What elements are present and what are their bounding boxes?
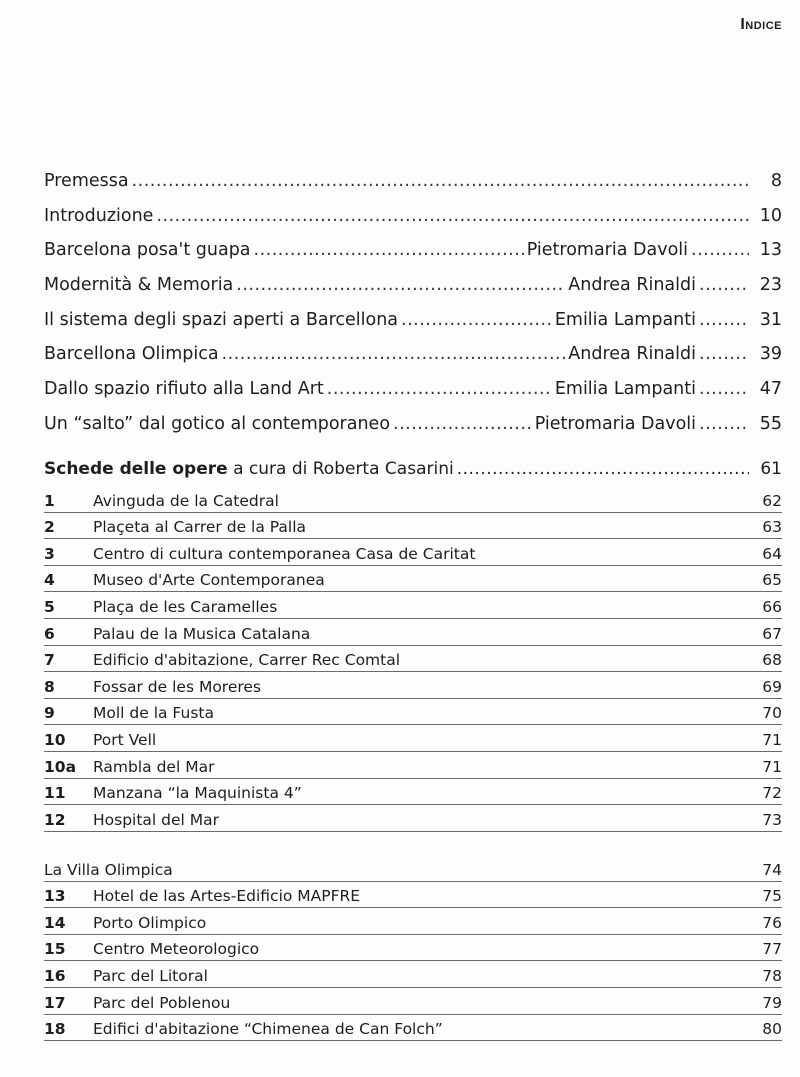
leader-dots — [457, 459, 749, 479]
list-item — [44, 646, 782, 673]
list-item — [44, 908, 782, 935]
essay-entry — [44, 379, 782, 414]
essay-author: Emilia Lampanti — [554, 309, 696, 330]
leader-dots — [401, 310, 552, 330]
page-number: 47 — [759, 379, 782, 400]
item-title: Edificio d'abitazione, Carrer Rec Comtal — [93, 651, 401, 670]
item-number: 3 — [44, 544, 55, 563]
page-number: 13 — [759, 240, 782, 261]
page-number: 62 — [762, 491, 782, 510]
item-title: Port Vell — [93, 730, 157, 749]
essay-title: Premessa — [44, 171, 129, 191]
list-item — [44, 752, 782, 779]
essay-title: Un “salto” dal gotico al contemporaneo — [44, 413, 391, 434]
item-title: Hotel de las Artes-Edificio MAPFRE — [93, 887, 361, 906]
item-number: 12 — [44, 810, 66, 829]
item-title: Plaça de les Caramelles — [93, 597, 278, 616]
item-title: Museo d'Arte Contemporanea — [93, 571, 325, 590]
list-item — [44, 592, 782, 619]
item-number: 13 — [44, 887, 66, 906]
item-title: Edifici d'abitazione “Chimenea de Can Folch” — [93, 1020, 443, 1039]
item-number: 1 — [44, 491, 55, 510]
essay-entry — [44, 310, 782, 345]
leader-dots — [699, 344, 749, 364]
leader-dots — [254, 240, 524, 260]
essay-entry — [44, 414, 782, 449]
item-number: 6 — [44, 624, 55, 643]
leader-dots — [691, 240, 749, 260]
list-item — [44, 935, 782, 962]
schede-heading — [44, 459, 782, 479]
item-number: 18 — [44, 1020, 66, 1039]
list-item — [44, 566, 782, 593]
page-number: 61 — [760, 459, 782, 479]
item-number: 2 — [44, 518, 55, 537]
item-title: Centro di cultura contemporanea Casa de Caritat — [93, 544, 476, 563]
list-item — [44, 1015, 782, 1042]
item-number: 10a — [44, 757, 77, 776]
essay-author: Andrea Rinaldi — [568, 275, 696, 296]
page-number: 79 — [762, 993, 782, 1012]
list-item — [44, 619, 782, 646]
page-number: 80 — [762, 1020, 782, 1039]
list-item — [44, 513, 782, 540]
leader-dots — [156, 206, 749, 226]
item-number: 10 — [44, 730, 66, 749]
leader-dots — [132, 171, 749, 191]
item-number: 11 — [44, 784, 66, 803]
leader-dots — [236, 275, 565, 295]
group-title: La Villa Olimpica — [44, 860, 173, 879]
page-number: 77 — [762, 940, 782, 959]
item-number: 17 — [44, 993, 66, 1012]
item-title: Parc del Poblenou — [93, 993, 231, 1012]
page-number: 73 — [762, 810, 782, 829]
leader-dots — [327, 379, 552, 399]
page-number: 76 — [762, 913, 782, 932]
list-item — [44, 779, 782, 806]
page-number: 23 — [759, 275, 782, 296]
leader-dots — [699, 414, 749, 434]
essay-entry — [44, 206, 782, 241]
item-title: Fossar de les Moreres — [93, 677, 262, 696]
leader-dots — [222, 344, 566, 364]
essay-entry — [44, 344, 782, 379]
villa-list — [44, 855, 782, 1041]
essay-author: Andrea Rinaldi — [568, 344, 696, 365]
page-number: 65 — [762, 571, 782, 590]
page-number: 63 — [762, 518, 782, 537]
item-number: 4 — [44, 571, 55, 590]
page-number: 31 — [759, 309, 782, 330]
essay-title: Barcellona Olimpica — [44, 344, 219, 365]
item-number: 9 — [44, 704, 55, 723]
page-title: Indice — [740, 16, 782, 33]
page-number: 78 — [762, 966, 782, 985]
page-number: 75 — [762, 887, 782, 906]
item-number: 5 — [44, 597, 55, 616]
page-number: 67 — [762, 624, 782, 643]
page-number: 8 — [770, 171, 782, 191]
essay-title: Dallo spazio rifiuto alla Land Art — [44, 379, 324, 400]
item-title: Plaçeta al Carrer de la Palla — [93, 518, 307, 537]
item-title: Hospital del Mar — [93, 810, 220, 829]
essay-author: Pietromaria Davoli — [526, 240, 688, 261]
essay-title: Introduzione — [44, 205, 154, 226]
list-item — [44, 539, 782, 566]
essay-list — [44, 171, 782, 449]
item-title: Porto Olimpico — [93, 913, 207, 932]
page-number: 71 — [762, 730, 782, 749]
item-number: 8 — [44, 677, 55, 696]
item-number: 7 — [44, 651, 55, 670]
page-number: 66 — [762, 597, 782, 616]
leader-dots — [393, 414, 532, 434]
page-number: 72 — [762, 784, 782, 803]
page-number: 74 — [762, 860, 782, 879]
item-title: Centro Meteorologico — [93, 940, 260, 959]
essay-entry — [44, 275, 782, 310]
schede-heading-bold: Schede delle opere — [44, 459, 228, 479]
item-title: Parc del Litoral — [93, 966, 208, 985]
item-title: Moll de la Fusta — [93, 704, 214, 723]
schede-heading-editor: a cura di Roberta Casarini — [227, 459, 454, 479]
villa-heading — [44, 855, 782, 882]
item-number: 14 — [44, 913, 66, 932]
essay-title: Barcelona posa't guapa — [44, 240, 251, 261]
item-title: Manzana “la Maquinista 4” — [93, 784, 302, 803]
essay-author: Emilia Lampanti — [554, 379, 696, 400]
item-number: 15 — [44, 940, 66, 959]
item-title: Avinguda de la Catedral — [93, 491, 279, 510]
page-number: 10 — [759, 205, 782, 226]
essay-entry — [44, 240, 782, 275]
page-number: 69 — [762, 677, 782, 696]
item-title: Palau de la Musica Catalana — [93, 624, 311, 643]
page-number: 68 — [762, 651, 782, 670]
list-item — [44, 699, 782, 726]
list-item — [44, 961, 782, 988]
essay-author: Pietromaria Davoli — [534, 413, 696, 434]
list-item — [44, 882, 782, 909]
leader-dots — [699, 275, 749, 295]
page-number: 71 — [762, 757, 782, 776]
schede-list — [44, 486, 782, 832]
item-title: Rambla del Mar — [93, 757, 215, 776]
essay-title: Modernità & Memoria — [44, 275, 234, 296]
list-item — [44, 672, 782, 699]
page-number: 64 — [762, 544, 782, 563]
item-number: 16 — [44, 966, 66, 985]
list-item — [44, 805, 782, 832]
leader-dots — [699, 379, 749, 399]
page-number: 55 — [759, 413, 782, 434]
essay-title: Il sistema degli spazi aperti a Barcellona — [44, 309, 399, 330]
essay-entry — [44, 171, 782, 206]
list-item — [44, 486, 782, 513]
page-number: 39 — [759, 344, 782, 365]
list-item — [44, 725, 782, 752]
list-item — [44, 988, 782, 1015]
page-number: 70 — [762, 704, 782, 723]
leader-dots — [699, 310, 749, 330]
